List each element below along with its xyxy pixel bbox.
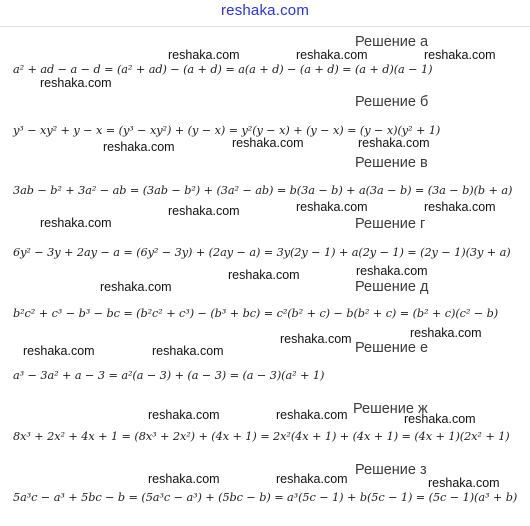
solution-g-formula: 6y² − 3y + 2ay − a = (6y² − 3y) + (2ay − a) = 3y(2y − 1) + a(2y − 1) = (2y − 1)(3y + a) — [13, 246, 511, 259]
solution-z-formula: 5a³c − a³ + 5bc − b = (5a³c − a³) + (5bc − b) = a³(5c − 1) + b(5c − 1) = (5c − 1)(a³ + b) — [13, 491, 518, 504]
solution-z-heading: Решение з — [355, 462, 427, 478]
solution-a-formula: a² + ad − a − d = (a² + ad) − (a + d) = a(a + d) − (a + d) = (a + d)(a − 1) — [13, 63, 433, 76]
watermark: reshaka.com — [40, 76, 112, 90]
watermark: reshaka.com — [103, 140, 175, 154]
watermark: reshaka.com — [148, 472, 220, 486]
site-title-link[interactable]: reshaka.com — [220, 2, 310, 19]
watermark: reshaka.com — [100, 280, 172, 294]
watermark: reshaka.com — [358, 136, 430, 150]
solution-zh-formula: 8x³ + 2x² + 4x + 1 = (8x³ + 2x²) + (4x + 1) = 2x²(4x + 1) + (4x + 1) = (4x + 1)(2x² + 1) — [13, 430, 510, 443]
watermark: reshaka.com — [152, 344, 224, 358]
watermark: reshaka.com — [296, 48, 368, 62]
solution-zh-heading: Решение ж — [353, 401, 428, 417]
watermark: reshaka.com — [276, 472, 348, 486]
watermark: reshaka.com — [148, 408, 220, 422]
watermark: reshaka.com — [428, 476, 500, 490]
solution-v-formula: 3ab − b² + 3a² − ab = (3ab − b²) + (3a² − ab) = b(3a − b) + a(3a − b) = (3a − b)(b + a) — [13, 184, 513, 197]
watermark: reshaka.com — [424, 200, 496, 214]
watermark: reshaka.com — [40, 216, 112, 230]
watermark: reshaka.com — [356, 264, 428, 278]
solution-b-formula: y³ − xy² + y − x = (y³ − xy²) + (y − x) = y²(y − x) + (y − x) = (y − x)(y² + 1) — [13, 124, 441, 137]
watermark: reshaka.com — [404, 412, 476, 426]
solution-b-heading: Решение б — [355, 94, 429, 110]
watermark: reshaka.com — [23, 344, 95, 358]
solution-a-heading: Решение а — [355, 34, 429, 50]
solution-g-heading: Решение г — [355, 216, 426, 232]
solution-e-formula: a³ − 3a² + a − 3 = a²(a − 3) + (a − 3) = (a − 3)(a² + 1) — [13, 369, 325, 382]
solution-d-heading: Решение д — [355, 279, 429, 295]
solution-e-heading: Решение е — [355, 340, 429, 356]
watermark: reshaka.com — [168, 48, 240, 62]
solution-d-formula: b²c² + c³ − b³ − bc = (b²c² + c³) − (b³ + bc) = c²(b² + c) − b(b² + c) = (b² + c)(c² − b) — [13, 307, 499, 320]
watermark: reshaka.com — [296, 200, 368, 214]
watermark: reshaka.com — [228, 268, 300, 282]
watermark: reshaka.com — [424, 48, 496, 62]
watermark: reshaka.com — [276, 408, 348, 422]
header-divider — [0, 26, 530, 27]
watermark: reshaka.com — [280, 332, 352, 346]
solution-v-heading: Решение в — [355, 155, 428, 171]
watermark: reshaka.com — [410, 326, 482, 340]
watermark: reshaka.com — [232, 136, 304, 150]
watermark: reshaka.com — [168, 204, 240, 218]
